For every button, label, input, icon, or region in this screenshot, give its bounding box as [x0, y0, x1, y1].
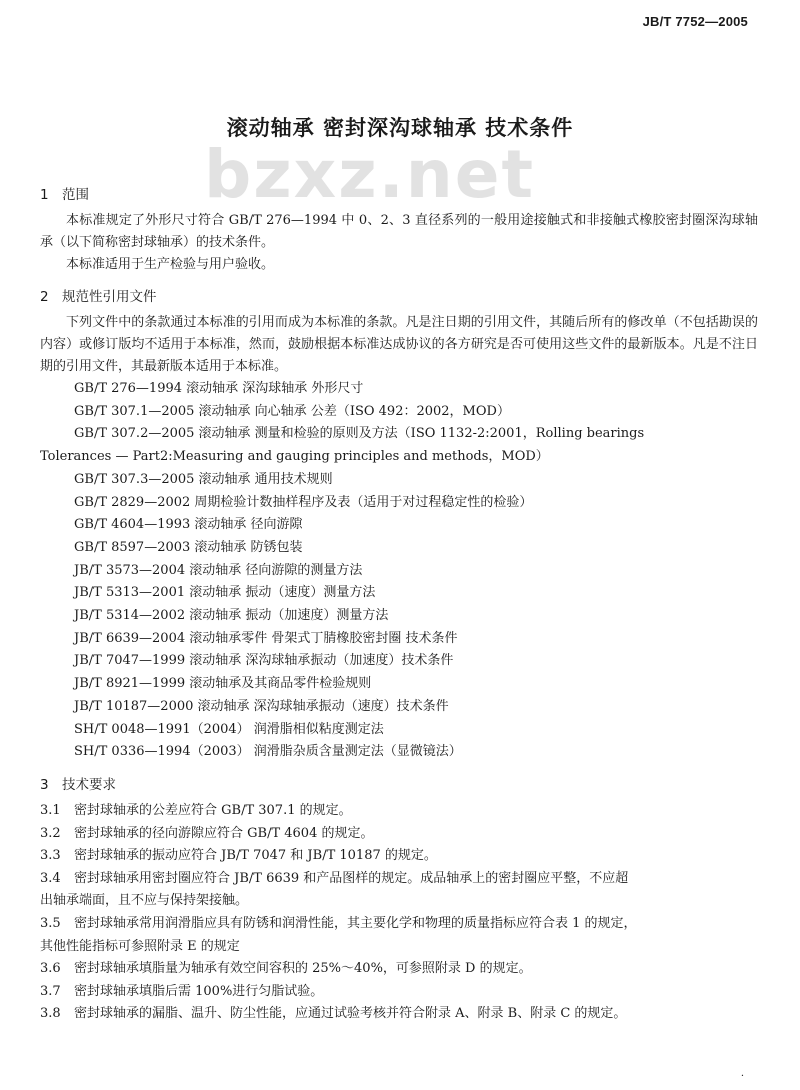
requirement-item [40, 913, 758, 936]
reference-item: JB/T 6639—2004 滚动轴承零件 骨架式丁腈橡胶密封圈 技术条件 [74, 630, 458, 646]
requirement-text: 密封球轴承的径向游隙应符合 GB/T 4604 的规定。 [74, 825, 374, 841]
scope-paragraph: 本标准规定了外形尺寸符合 GB/T 276—1994 中 0、2、3 直径系列的一般用途接触式和非接触式橡胶密封圈深沟球轴承（以下简称密封球轴承）的技术条件。 [40, 213, 758, 250]
requirement-item [40, 823, 758, 846]
reference-item: GB/T 307.3—2005 滚动轴承 通用技术规则 [74, 471, 333, 487]
section-3-heading [40, 774, 758, 796]
requirement-number: 3.5 [40, 915, 61, 931]
requirement-number: 3.1 [40, 802, 61, 818]
watermark: bzxz.net [204, 136, 536, 213]
reference-item: JB/T 8921—1999 滚动轴承及其商品零件检验规则 [74, 676, 372, 692]
reference-item: GB/T 307.2—2005 滚动轴承 测量和检验的原则及方法（ISO 1132-2:2001，Rolling bearings [74, 426, 645, 442]
standard-code: JB/T 7752—2005 [642, 14, 748, 29]
requirement-number: 3.2 [40, 825, 61, 841]
reference-item: GB/T 8597—2003 滚动轴承 防锈包装 [74, 539, 303, 555]
reference-item: JB/T 5314—2002 滚动轴承 振动（加速度）测量方法 [74, 608, 389, 624]
page-corner-mark: · [740, 1071, 744, 1082]
reference-item: GB/T 4604—1993 滚动轴承 径向游隙 [74, 517, 303, 533]
requirement-item [40, 1003, 758, 1026]
requirement-continuation: 其他性能指标可参照附录 E 的规定 [40, 938, 240, 954]
requirement-number: 3.6 [40, 961, 61, 977]
requirement-text: 密封球轴承填脂后需 100%进行匀脂试验。 [74, 983, 324, 999]
reference-item: GB/T 276—1994 滚动轴承 深沟球轴承 外形尺寸 [74, 381, 364, 396]
section-1-heading [40, 184, 758, 206]
reference-item: JB/T 3573—2004 滚动轴承 径向游隙的测量方法 [74, 562, 363, 578]
reference-item: JB/T 10187—2000 滚动轴承 深沟球轴承振动（速度）技术条件 [74, 698, 449, 714]
section-number: 2 [40, 289, 49, 305]
section-title: 技术要求 [62, 776, 116, 793]
reference-item: SH/T 0048—1991（2004） 润滑脂相似粘度测定法 [74, 721, 384, 737]
requirement-text: 密封球轴承的漏脂、温升、防尘性能，应通过试验考核并符合附录 A、附录 B、附录 C 的规定。 [74, 1006, 627, 1022]
requirement-text: 密封球轴承用密封圈应符合 JB/T 6639 和产品图样的规定。成品轴承上的密封圈应平整，不应超 [74, 870, 629, 886]
requirement-item [40, 800, 758, 823]
document-title: 滚动轴承 密封深沟球轴承 技术条件 [226, 116, 574, 140]
requirement-text: 密封球轴承的振动应符合 JB/T 7047 和 JB/T 10187 的规定。 [74, 848, 437, 864]
requirement-number: 3.8 [40, 1006, 61, 1022]
section-2-heading [40, 286, 758, 308]
requirement-item [40, 958, 758, 981]
requirement-continuation: 出轴承端面，且不应与保持架接触。 [40, 893, 249, 909]
reference-item: GB/T 2829—2002 周期检验计数抽样程序及表（适用于对过程稳定性的检验） [74, 494, 533, 510]
requirement-number: 3.4 [40, 870, 61, 886]
document-body [40, 180, 758, 1026]
requirement-text: 密封球轴承常用润滑脂应具有防锈和润滑性能，其主要化学和物理的质量指标应符合表 1 的规定， [74, 915, 637, 931]
requirement-item [40, 981, 758, 1004]
requirement-number: 3.7 [40, 983, 61, 999]
scope-applicability: 本标准适用于生产检验与用户验收。 [66, 257, 275, 272]
section-number: 1 [40, 187, 49, 203]
reference-item: JB/T 5313—2001 滚动轴承 振动（速度）测量方法 [74, 585, 376, 601]
reference-item: JB/T 7047—1999 滚动轴承 深沟球轴承振动（加速度）技术条件 [74, 653, 454, 669]
section-title: 范围 [62, 187, 89, 203]
reference-item: SH/T 0336—1994（2003） 润滑脂杂质含量测定法（显微镜法） [74, 744, 462, 760]
reference-item-continuation: Tolerances — Part2:Measuring and gauging principles and methods，MOD） [40, 449, 549, 465]
requirement-text: 密封球轴承填脂量为轴承有效空间容积的 25%～40%，可参照附录 D 的规定。 [74, 961, 532, 977]
references-intro: 下列文件中的条款通过本标准的引用而成为本标准的条款。凡是注日期的引用文件，其随后所有的修改单（不包括勘误的内容）或修订版均不适用于本标准，然而，鼓励根据本标准达成协议的各方研究是否可使用这些文件的最新版本。凡是不注日期的引用文件，其最新版本适用于本标准。 [40, 315, 758, 374]
section-number: 3 [40, 776, 49, 793]
reference-item: GB/T 307.1—2005 滚动轴承 向心轴承 公差（ISO 492：2002，MOD） [74, 403, 510, 419]
requirement-text: 密封球轴承的公差应符合 GB/T 307.1 的规定。 [74, 802, 352, 818]
requirement-item [40, 868, 758, 891]
requirement-number: 3.3 [40, 848, 61, 864]
section-title: 规范性引用文件 [62, 289, 157, 305]
requirement-item [40, 845, 758, 868]
